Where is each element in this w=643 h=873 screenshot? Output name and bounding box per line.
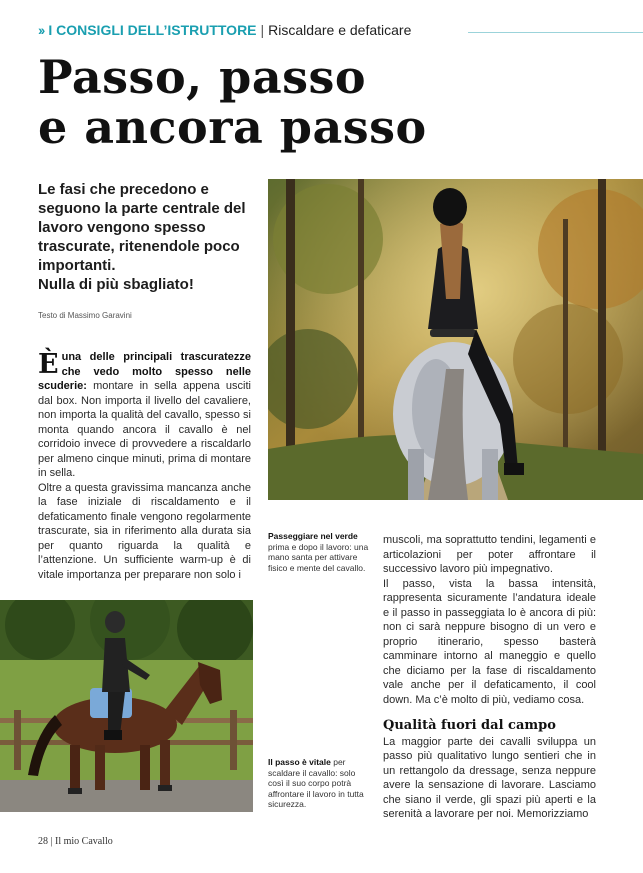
body-column-left bbox=[38, 350, 251, 582]
title-line-2: e ancora passo bbox=[38, 100, 427, 154]
caption-arena-walk bbox=[268, 757, 370, 810]
lead-emphasis: Nulla di più sbagliato! bbox=[38, 276, 194, 293]
caption-2-title: Il passo è vitale bbox=[268, 757, 331, 767]
caption-forest-ride bbox=[268, 531, 370, 573]
article-title bbox=[38, 52, 638, 152]
double-chevron-icon: ›› bbox=[38, 22, 44, 38]
drop-cap: È bbox=[38, 349, 59, 380]
body-lead-in: una delle principali trascuratezze che vedo molto spesso nelle scuderie: bbox=[38, 351, 251, 392]
body-paragraph-4: Il passo, vista la bassa intensità, rappresenta sicuramente l’andatura ideale e il passo in passeggiata lo è ancora di più: non ci sarà neppure bisogno di un vero e proprio itinerario, spesso basterà camminare intorno al maneggio e quello che diciamo per la fase di riscaldamento vale anche per il defaticamento, il cool down. Ma c’è molto di più, vediamo cosa. bbox=[383, 577, 596, 706]
body-paragraph-3: muscoli, ma soprattutto tendini, legamenti e articolazioni per poter affrontare il successivo lavoro più impegnativo. bbox=[383, 534, 596, 575]
title-line-1: Passo, passo bbox=[38, 50, 367, 104]
photo-forest-ride bbox=[268, 179, 643, 500]
body-paragraph-2: Oltre a questa gravissima mancanza anche la fase iniziale di riscaldamento e il defaticamento finale vengono regolarmente trascurate, sia in riferimento alla durata sia per quanto riguarda la qualità e l’attenzione. Un sufficiente warm-up è di vitale importanza per preparare non solo i bbox=[38, 481, 251, 581]
body-column-right bbox=[383, 533, 596, 822]
caption-1-title: Passeggiare nel verde bbox=[268, 531, 358, 541]
body-paragraph-1-text: montare in sella appena usciti dal box. Non importa il livello del cavaliere, non importa la qualità del cavallo, spesso si monta quando ancora il cavallo è nel corridoio invece di provvedere a riscaldarlo per almeno cinque minuti, prima di montare in sella. bbox=[38, 380, 251, 479]
header-separator: | bbox=[260, 22, 265, 38]
section-header bbox=[38, 22, 411, 38]
lead-text: Le fasi che precedono e seguono la parte centrale del lavoro vengono spesso trascurate, ritenendole poco importanti. bbox=[38, 181, 246, 274]
caption-2-text: per scaldare il cavallo: solo così il suo corpo potrà affrontare il lavoro in tutta sicurezza. bbox=[268, 757, 364, 809]
page-folio: 28 | Il mio Cavallo bbox=[38, 836, 113, 847]
byline: Testo di Massimo Garavini bbox=[38, 311, 132, 320]
body-paragraph-5: La maggior parte dei cavalli sviluppa un passo più qualitativo lungo sentieri che in un rettangolo da dressage, senza neppure avere la sensazione di lavorare. Lasciamo che siano il verde, gli spazi più aperti e la serenità a lavorare per noi. Memorizziamo bbox=[383, 735, 596, 820]
header-rule bbox=[468, 32, 643, 33]
section-subheading: Qualità fuori dal campo bbox=[383, 718, 556, 733]
arena-walk-illustration bbox=[0, 600, 253, 812]
topic-label: Riscaldare e defaticare bbox=[268, 22, 412, 38]
photo-arena-walk bbox=[0, 600, 253, 812]
caption-1-text: prima e dopo il lavoro: una mano santa per attivare fisico e mente del cavallo. bbox=[268, 541, 369, 573]
body-paragraph bbox=[38, 350, 251, 481]
article-lead bbox=[38, 180, 263, 294]
forest-ride-illustration bbox=[268, 179, 643, 500]
section-label: I CONSIGLI DELL’ISTRUTTORE bbox=[48, 22, 257, 38]
